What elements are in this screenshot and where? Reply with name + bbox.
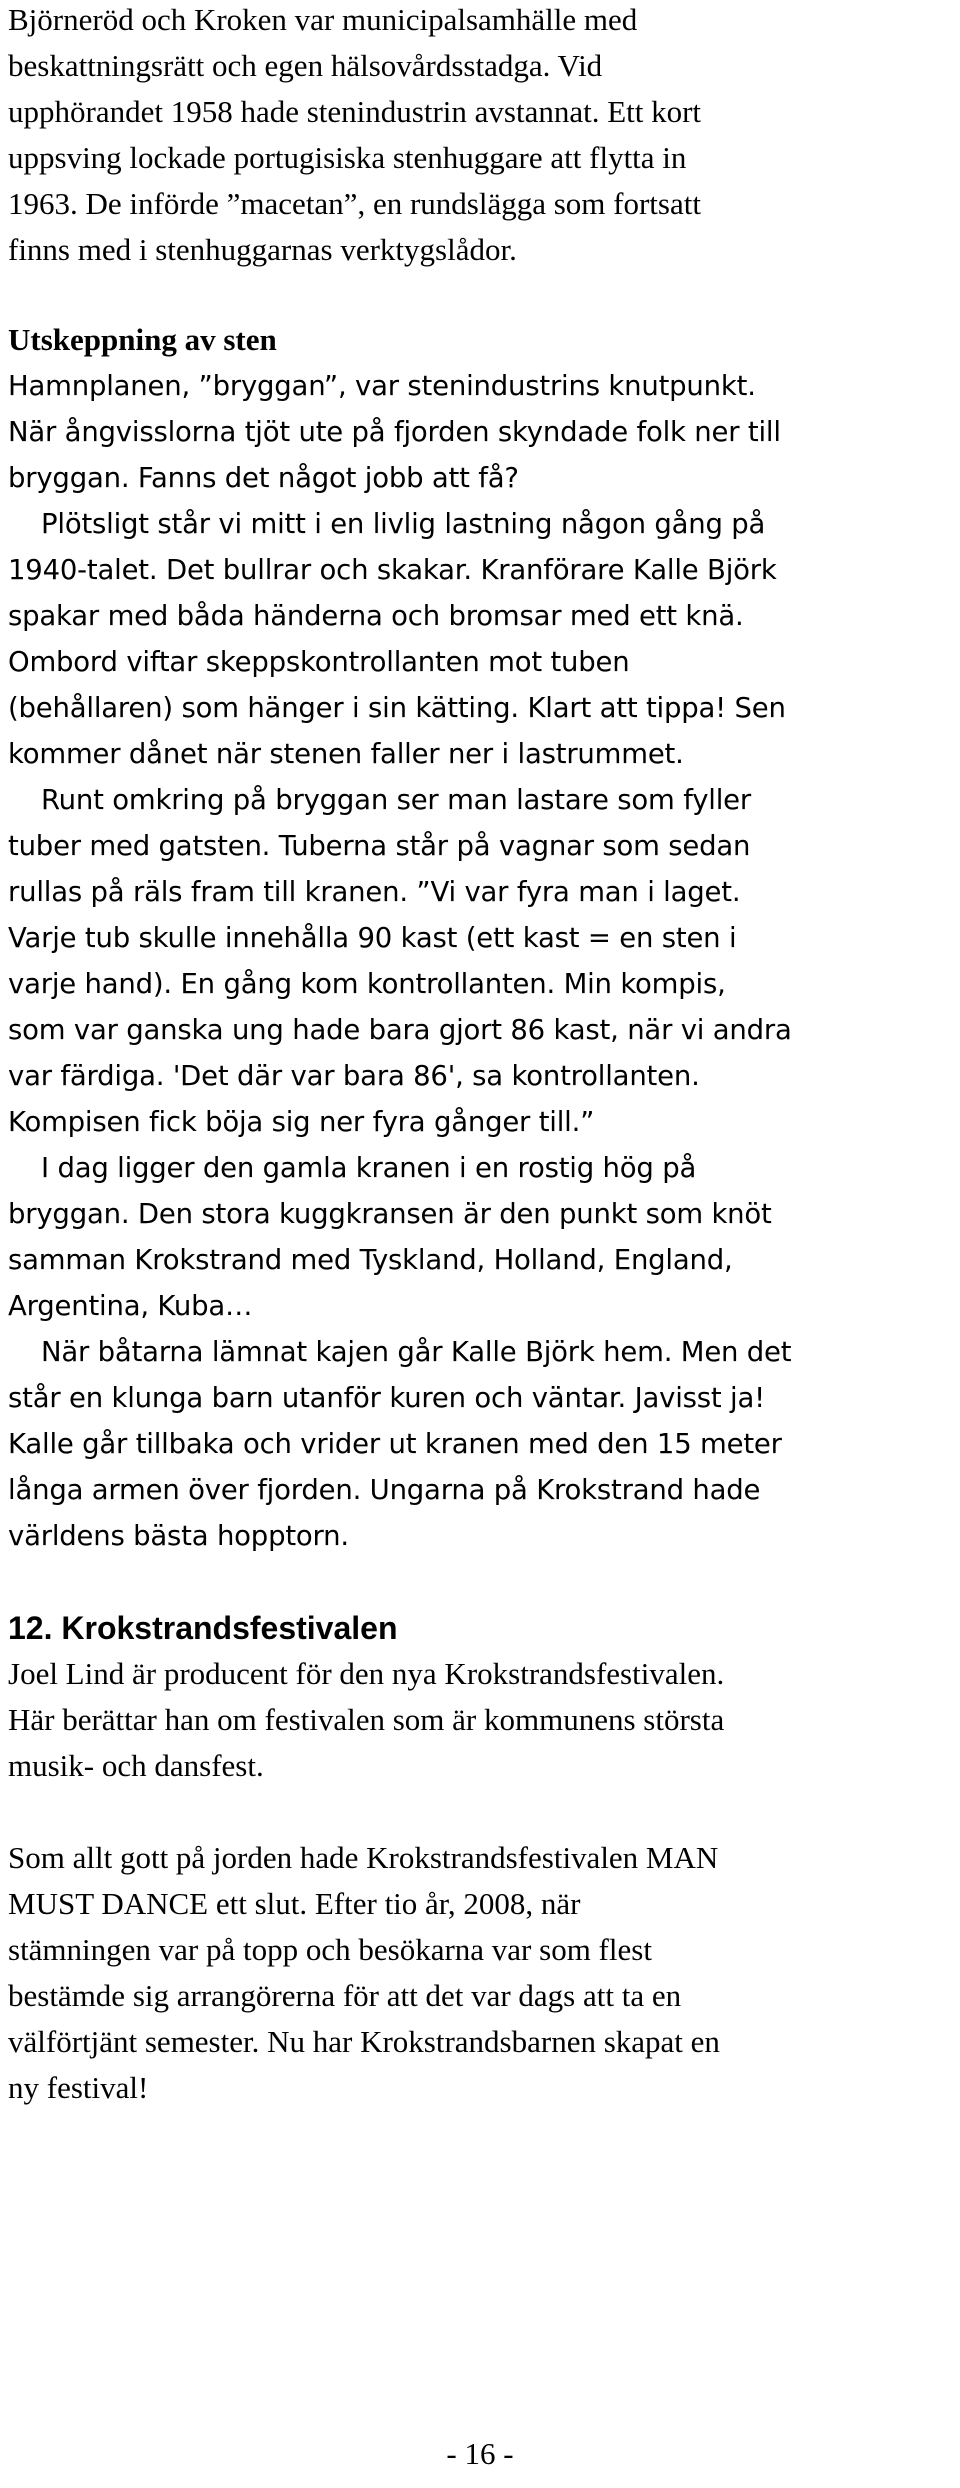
paragraph-line: varje hand). En gång kom kontrollanten. Min kompis, <box>8 968 726 1000</box>
paragraph-line: ny festival! <box>8 2070 149 2105</box>
paragraph-line: långa armen över fjorden. Ungarna på Krokstrand hade <box>8 1474 761 1506</box>
paragraph-line: uppsving lockade portugisiska stenhuggare att flytta in <box>8 140 687 175</box>
paragraph-line: spakar med båda händerna och bromsar med ett knä. <box>8 600 744 632</box>
paragraph-line: När båtarna lämnat kajen går Kalle Björk hem. Men det <box>41 1336 792 1368</box>
paragraph-line: musik- och dansfest. <box>8 1748 264 1783</box>
paragraph-line: Ombord viftar skeppskontrollanten mot tuben <box>8 646 630 678</box>
paragraph-line: 1963. De införde ”macetan”, en rundslägga som fortsatt <box>8 186 701 221</box>
paragraph-line: I dag ligger den gamla kranen i en rostig hög på <box>41 1152 697 1184</box>
paragraph-line: finns med i stenhuggarnas verktygslådor. <box>8 232 517 267</box>
paragraph-line: Plötsligt står vi mitt i en livlig lastning någon gång på <box>41 508 766 540</box>
paragraph-line: stämningen var på topp och besökarna var som flest <box>8 1932 652 1967</box>
paragraph-line: rullas på räls fram till kranen. ”Vi var fyra man i laget. <box>8 876 741 908</box>
paragraph-line: beskattningsrätt och egen hälsovårdsstadga. Vid <box>8 48 603 83</box>
paragraph-line: MUST DANCE ett slut. Efter tio år, 2008, när <box>8 1886 581 1921</box>
paragraph-line: upphörandet 1958 hade stenindustrin avstannat. Ett kort <box>8 94 702 129</box>
page-number: - 16 - <box>446 2436 514 2471</box>
paragraph-line: Kalle går tillbaka och vrider ut kranen med den 15 meter <box>8 1428 782 1460</box>
paragraph-line: samman Krokstrand med Tyskland, Holland, England, <box>8 1244 733 1276</box>
paragraph-line: tuber med gatsten. Tuberna står på vagnar som sedan <box>8 830 751 862</box>
paragraph-line: Varje tub skulle innehålla 90 kast (ett kast = en sten i <box>8 922 737 954</box>
paragraph-line: var färdiga. 'Det där var bara 86', sa kontrollanten. <box>8 1060 700 1092</box>
section-heading: Utskeppning av sten <box>8 322 277 357</box>
paragraph-line: Björneröd och Kroken var municipalsamhälle med <box>8 2 638 37</box>
paragraph-line: Som allt gott på jorden hade Krokstrandsfestivalen MAN <box>8 1840 719 1875</box>
paragraph-line: Joel Lind är producent för den nya Krokstrandsfestivalen. <box>8 1656 725 1691</box>
paragraph-line: bryggan. Fanns det något jobb att få? <box>8 462 519 494</box>
paragraph-line: 1940-talet. Det bullrar och skakar. Kranförare Kalle Björk <box>8 554 777 586</box>
paragraph-line: bestämde sig arrangörerna för att det var dags att ta en <box>8 1978 682 2013</box>
paragraph-line: välförtjänt semester. Nu har Krokstrandsbarnen skapat en <box>8 2024 720 2059</box>
paragraph-line: står en klunga barn utanför kuren och väntar. Javisst ja! <box>8 1382 765 1414</box>
paragraph-line: (behållaren) som hänger i sin kätting. Klart att tippa! Sen <box>8 692 786 724</box>
paragraph-line: kommer dånet när stenen faller ner i lastrummet. <box>8 738 684 770</box>
paragraph-line: Runt omkring på bryggan ser man lastare som fyller <box>41 784 751 816</box>
paragraph-line: Här berättar han om festivalen som är kommunens största <box>8 1702 725 1737</box>
chapter-heading: 12. Krokstrandsfestivalen <box>8 1610 398 1646</box>
paragraph-line: Argentina, Kuba… <box>8 1290 253 1322</box>
paragraph-line: Hamnplanen, ”bryggan”, var stenindustrins knutpunkt. <box>8 370 756 402</box>
paragraph-line: När ångvisslorna tjöt ute på fjorden skyndade folk ner till <box>8 416 781 448</box>
paragraph-line: bryggan. Den stora kuggkransen är den punkt som knöt <box>8 1198 772 1230</box>
paragraph-line: Kompisen fick böja sig ner fyra gånger till.” <box>8 1106 595 1138</box>
paragraph-line: världens bästa hopptorn. <box>8 1520 349 1552</box>
paragraph-line: som var ganska ung hade bara gjort 86 kast, när vi andra <box>8 1014 792 1046</box>
